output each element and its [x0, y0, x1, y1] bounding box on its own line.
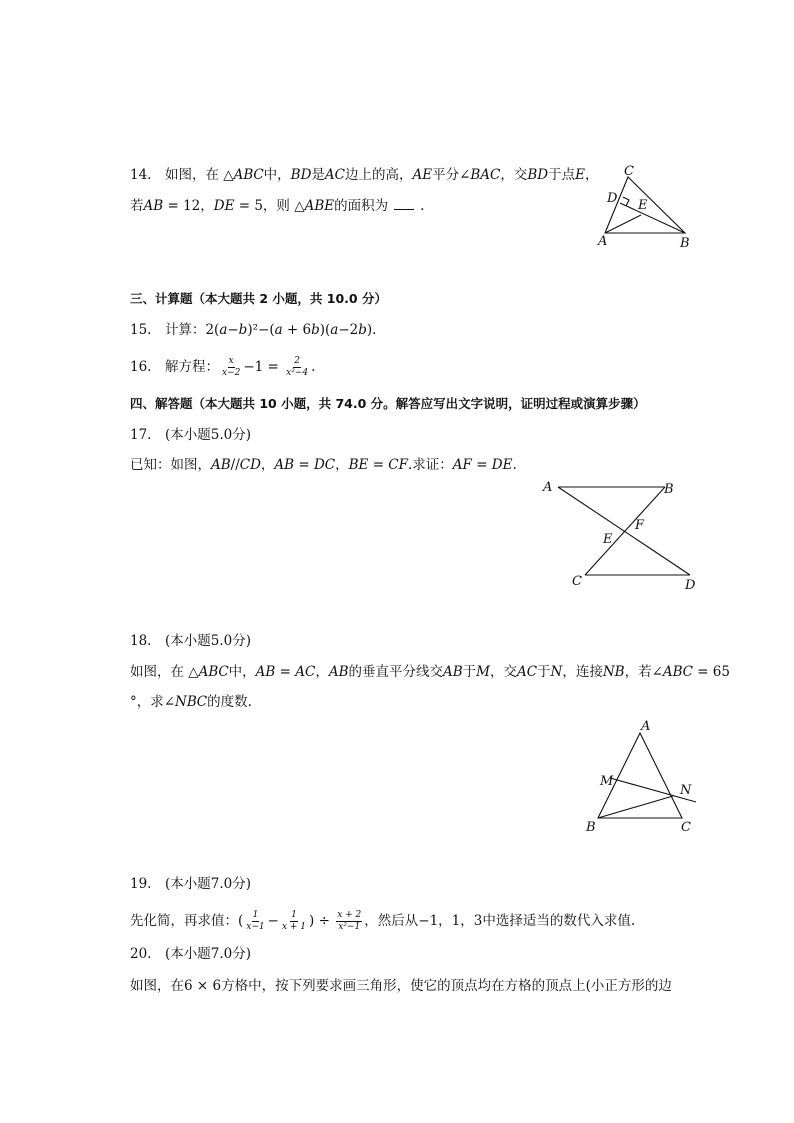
q17-text: 已知：如图，𝐴𝐵//𝐶𝐷，𝐴𝐵 = 𝐷𝐶，𝐵𝐸 = 𝐶𝐹.求证：𝐴𝐹 = 𝐷𝐸. — [130, 457, 517, 473]
label-m: M — [600, 774, 614, 789]
label-f: F — [635, 518, 645, 533]
q14-line2 — [130, 196, 424, 216]
section3-title: 三、计算题（本大题共 2 小题，共 10.0 分） — [130, 291, 387, 306]
segment-nb — [598, 796, 673, 818]
q15-text: 15. 计算：2(𝑎−𝑏)²−(𝑎 + 6𝑏)(𝑎−2𝑏). — [130, 322, 377, 338]
q16-line — [130, 356, 315, 379]
segment-ae — [605, 215, 641, 233]
label-d: D — [685, 578, 696, 593]
label-c: C — [572, 574, 582, 589]
q14-line2-end: . — [420, 198, 425, 214]
label-a: A — [543, 480, 553, 495]
label-c: C — [681, 820, 691, 835]
q18-line1: 如图，在 △𝐴𝐵𝐶中，𝐴𝐵 = 𝐴𝐶，𝐴𝐵的垂直平分线交𝐴𝐵于𝑀，交𝐴𝐶于𝑁，连接𝑁𝐵，若∠𝐴𝐵𝐶 = 65 — [130, 664, 730, 680]
label-e: E — [638, 198, 648, 213]
q19-f3-den: x²−1 — [338, 922, 361, 932]
label-a: A — [641, 719, 651, 734]
q19-prefix: 先化简，再求值：( — [130, 913, 244, 929]
q16-end: . — [311, 359, 316, 375]
segment-af — [558, 487, 690, 575]
q14-line1: 14. 如图，在 △𝐴𝐵𝐶中，𝐵𝐷是𝐴𝐶边上的高，𝐴𝐸平分∠𝐵𝐴𝐶，交𝐵𝐷于点𝐸， — [130, 167, 599, 183]
q16-frac1-num: x — [228, 356, 234, 366]
q16-frac2-num: 2 — [294, 356, 300, 366]
q19-fraction-2 — [281, 910, 307, 933]
q19-header: 19. (本小题7.0分) — [130, 876, 251, 892]
q19-line — [130, 910, 635, 933]
segment-bc — [585, 487, 665, 575]
q16-frac1-den: x−2 — [221, 368, 241, 378]
label-b: B — [664, 482, 674, 497]
q18-header: 18. (本小题5.0分) — [130, 633, 251, 649]
q19-f1-den: x−1 — [246, 922, 265, 932]
q16-frac2-den: x²−4 — [286, 368, 309, 378]
answer-blank — [394, 197, 414, 210]
q17-figure — [540, 475, 710, 595]
q17-header: 17. (本小题5.0分) — [130, 427, 251, 443]
label-n: N — [680, 783, 692, 798]
label-e: E — [603, 532, 613, 547]
q16-fraction-1 — [221, 356, 241, 379]
q18-line2: °，求∠𝑁𝐵𝐶的度数. — [130, 694, 252, 710]
section4-title: 四、解答题（本大题共 10 小题，共 74.0 分。解答应写出文字说明，证明过程或演算步骤） — [130, 396, 646, 411]
q16-mid: −1 = — [243, 359, 284, 375]
q19-minus: − — [267, 913, 279, 929]
q20-header: 20. (本小题7.0分) — [130, 946, 251, 962]
q19-fraction-3 — [336, 910, 362, 933]
q19-f2-num: 1 — [291, 910, 297, 920]
label-a: A — [598, 234, 608, 249]
segment-bd — [620, 203, 685, 233]
q18-figure — [580, 715, 705, 840]
q19-f3-num: x + 2 — [337, 910, 362, 920]
q19-fraction-1 — [245, 910, 265, 933]
label-d: D — [607, 191, 618, 206]
q19-suffix: ，然后从−1，1，3中选择适当的数代入求值. — [364, 913, 636, 929]
q16-fraction-2 — [285, 356, 309, 379]
q14-line2-text: 若𝐴𝐵 = 12，𝐷𝐸 = 5，则 △𝐴𝐵𝐸的面积为 — [130, 198, 389, 214]
q19-f2-den: x + 1 — [281, 922, 307, 932]
q14-figure — [590, 165, 700, 255]
label-b: B — [586, 820, 596, 835]
q20-text: 如图，在6 × 6方格中，按下列要求画三角形，使它的顶点均在方格的顶点上(小正方形的边 — [130, 978, 672, 994]
label-b: B — [680, 236, 690, 251]
q19-divide: ) ÷ — [309, 913, 335, 929]
q16-prefix: 16. 解方程： — [130, 359, 219, 375]
q19-f1-num: 1 — [252, 910, 259, 920]
label-c: C — [624, 164, 634, 179]
